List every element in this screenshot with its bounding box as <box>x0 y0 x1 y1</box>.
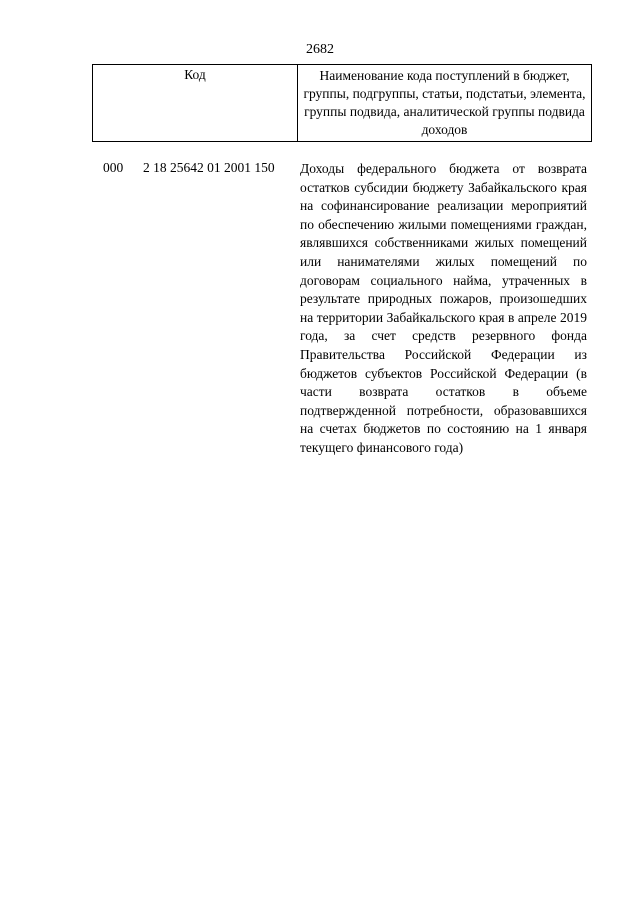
income-name: Доходы федерального бюджета от возврата остатков субсидии бюджету Забайкальского края на софинансирование реализации мероприятий по обеспечению жилыми помещениями граждан, являвшихся собственниками жилых помещений или нанимателями жилых помещений по договорам социального найма, утраченных в результате природных пожаров, произошедших на территории Забайкальского края в апреле 2019 года, за счет средств резервного фонда Правительства Российской Федерации из бюджетов субъектов Российской Федерации (в части возврата остатков в объеме подтвержденной потребности, образовавшихся на счетах бюджетов по состоянию на 1 января текущего финансового года) <box>300 161 587 455</box>
table-header <box>92 64 592 142</box>
header-name-cell: Наименование кода поступлений в бюджет, группы, подгруппы, статьи, подстатьи, элемента, группы подвида, аналитической группы подвида доходов <box>303 68 586 137</box>
header-code-cell: Код <box>93 65 298 141</box>
page-number: 2682 <box>306 42 334 57</box>
admin-code: 000 <box>103 160 124 175</box>
budget-code: 2 18 25642 01 2001 150 <box>143 160 275 175</box>
